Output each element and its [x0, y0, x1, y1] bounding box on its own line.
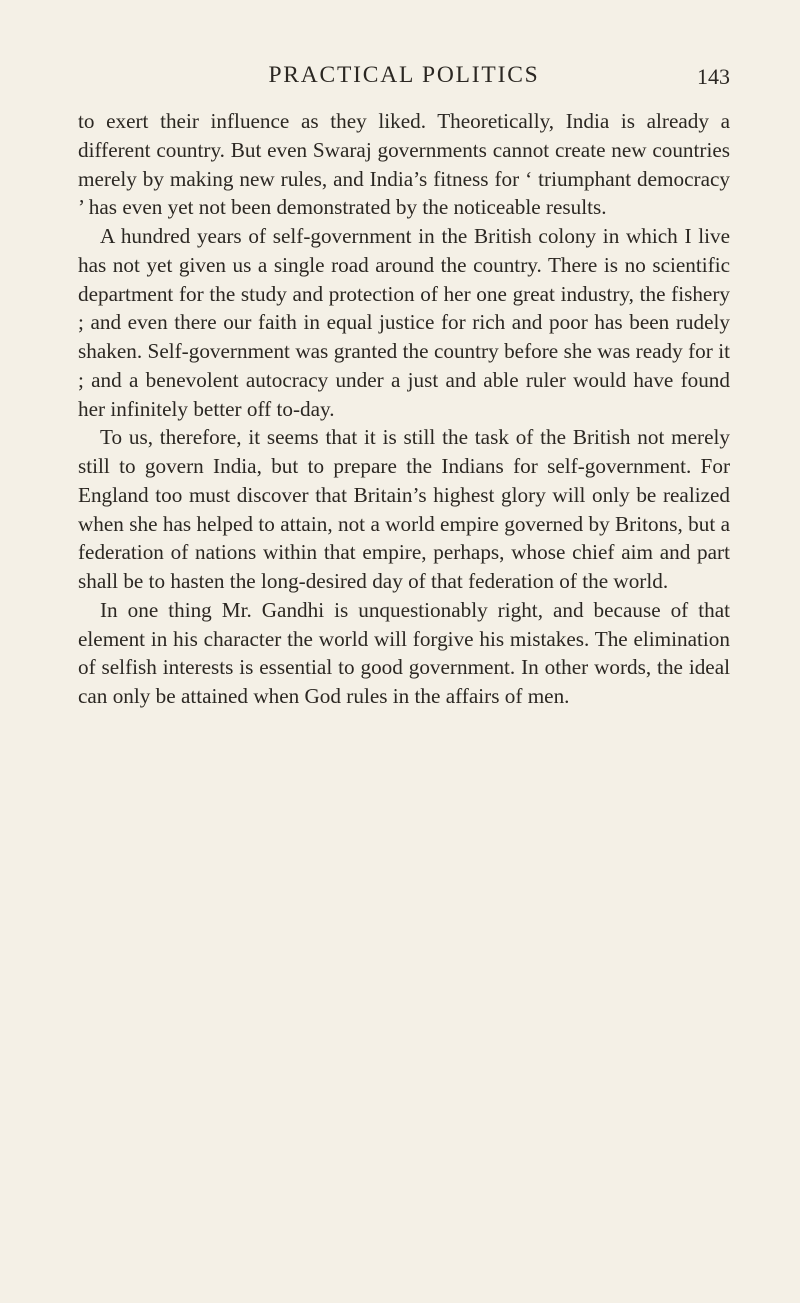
- paragraph: to exert their influence as they liked. Theoretically, India is already a different country. But even Swaraj governments cannot create new countries merely by making new rules, and India’s fitness for ‘ triumphant democracy ’ has even yet not been demonstrated by the noticeable results.: [78, 109, 730, 220]
- running-title: PRACTICAL POLITICS: [268, 62, 540, 88]
- running-head: [78, 58, 730, 92]
- paragraph: In one thing Mr. Gandhi is unquestionably right, and because of that element in his character the world will forgive his mistakes. The elimination of selfish interests is essential to good government. In other words, the ideal can only be attained when God rules in the affairs of men.: [78, 597, 730, 708]
- paragraph: To us, therefore, it seems that it is still the task of the British not merely still to govern India, but to prepare the Indians for self-government. For England too must discover that Britain’s highest glory will only be realized when she has helped to attain, not a world empire governed by Britons, but a federation of nations within that empire, perhaps, whose chief aim and part shall be to hasten the long-desired day of that federation of the world.: [78, 425, 730, 593]
- page-number: 143: [697, 64, 730, 89]
- paragraph: A hundred years of self-government in the British colony in which I live has not yet given us a single road around the country. There is no scientific department for the study and protection of her one great industry, the fishery ; and even there our faith in equal justice for rich and poor has been rudely shaken. Self-government was granted the country before she was ready for it ; and a benevolent autocracy under a just and able ruler would have found her infinitely better off to-day.: [78, 224, 730, 421]
- body-text: [78, 107, 730, 711]
